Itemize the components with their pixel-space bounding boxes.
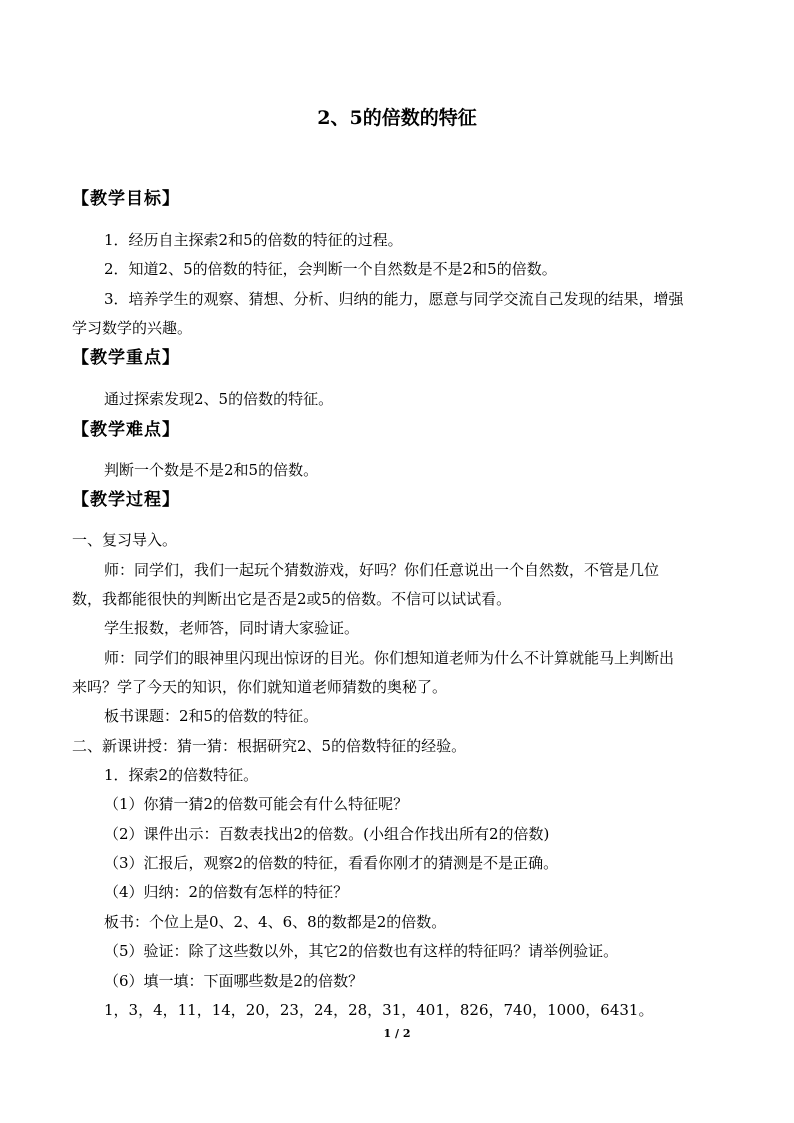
process-s2-question5: （5）验证：除了这些数以外，其它2的倍数也有这样的特征吗？请举例验证。: [104, 942, 619, 960]
process-s2-question1: （1）你猜一猜2的倍数可能会有什么特征呢？: [104, 795, 409, 813]
process-s2-question3: （3）汇报后，观察2的倍数的特征，看看你刚才的猜测是不是正确。: [104, 854, 559, 872]
objective-1: 1．经历自主探索2和5的倍数的特征的过程。: [104, 231, 403, 249]
objective-3-line2: 学习数学的兴趣。: [72, 319, 193, 337]
process-s2-numbers: 1，3，4，11，14，20，23，24，28，31，401，826，740，1000，6431。: [104, 1001, 654, 1019]
process-s2-board: 板书：个位上是0、2、4、6、8的数都是2的倍数。: [104, 913, 447, 931]
process-s1-para3-line1: 师：同学们的眼神里闪现出惊讶的目光。你们想知道老师为什么不计算就能马上判断出: [104, 649, 675, 667]
heading-objectives: 【教学目标】: [72, 189, 180, 209]
heading-difficulties: 【教学难点】: [72, 420, 180, 440]
process-section-1: 一、复习导入。: [72, 531, 178, 549]
difficulty-1: 判断一个数是不是2和5的倍数。: [104, 461, 319, 479]
objective-2: 2．知道2、5的倍数的特征，会判断一个自然数是不是2和5的倍数。: [104, 260, 557, 278]
process-s2-question6: （6）填一填：下面哪些数是2的倍数？: [104, 972, 364, 990]
objective-3-line1: 3．培养学生的观察、猜想、分析、归纳的能力，愿意与同学交流自己发现的结果，增强: [104, 290, 684, 308]
process-s2-item1: 1．探索2的倍数特征。: [104, 766, 259, 784]
process-s1-para1-line1: 师：同学们，我们一起玩个猜数游戏，好吗？你们任意说出一个自然数，不管是几位: [104, 561, 660, 579]
heading-process: 【教学过程】: [72, 490, 180, 510]
process-s1-para4: 板书课题：2和5的倍数的特征。: [104, 707, 319, 725]
process-s1-para2: 学生报数，老师答，同时请大家验证。: [104, 619, 360, 637]
key-point-1: 通过探索发现2、5的倍数的特征。: [104, 390, 334, 408]
process-section-2: 二、新课讲授：猜一猜：根据研究2、5的倍数特征的经验。: [72, 737, 467, 755]
process-s2-question2: （2）课件出示：百数表找出2的倍数。(小组合作找出所有2的倍数): [104, 825, 550, 843]
page-title: 2、5的倍数的特征: [317, 107, 477, 129]
heading-key-points: 【教学重点】: [72, 348, 180, 368]
process-s2-question4: （4）归纳：2的倍数有怎样的特征？: [104, 883, 349, 901]
process-s1-para3-line2: 来吗？学了今天的知识，你们就知道老师猜数的奥秘了。: [72, 678, 448, 696]
process-s1-para1-line2: 数，我都能很快的判断出它是否是2或5的倍数。不信可以试试看。: [72, 590, 512, 608]
page-number: 1 / 2: [383, 1027, 411, 1040]
